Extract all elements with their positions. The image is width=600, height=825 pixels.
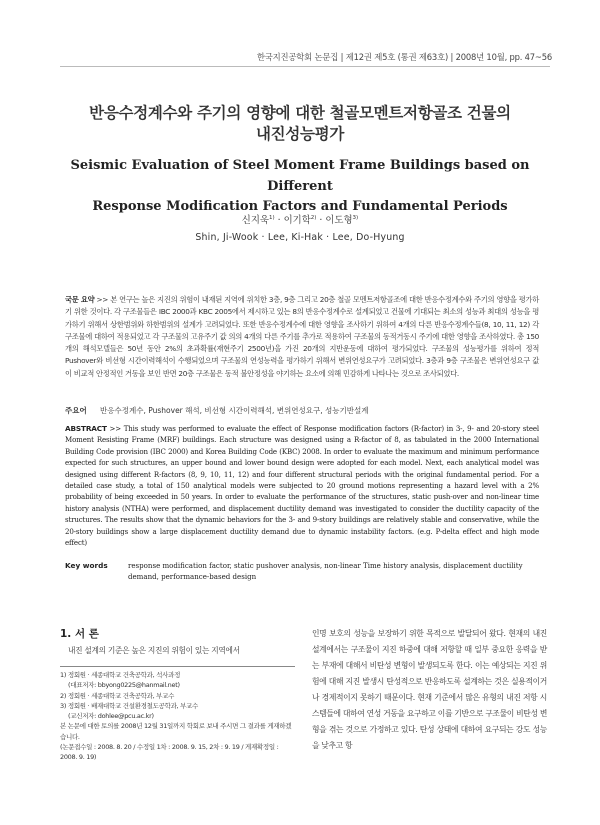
korean-keywords-label: 주요어 bbox=[65, 406, 87, 415]
korean-title bbox=[40, 103, 560, 145]
footnote: (대표저자: bbyong0225@hanmail.net) bbox=[68, 681, 180, 690]
author-3-mark: 3) bbox=[352, 214, 359, 221]
korean-keywords-text: 반응수정계수, Pushover 해석, 비선형 시간이력해석, 변위연성요구, 성능기반설계 bbox=[100, 406, 369, 415]
korean-authors bbox=[0, 212, 600, 226]
korean-title-line-1: 반응수정계수와 주기의 영향에 대한 철골모멘트저항골조 건물의 bbox=[89, 104, 511, 122]
header-rule bbox=[60, 66, 550, 67]
english-title-line-1: Seismic Evaluation of Steel Moment Frame Buildings based on Different bbox=[70, 158, 530, 194]
footnote: 1) 정회원 · 세종대학교 건축공학과, 석사과정 bbox=[60, 671, 181, 679]
author-1: 신지욱 bbox=[241, 215, 269, 226]
english-abstract-label: ABSTRACT bbox=[65, 424, 107, 433]
journal-header: 한국지진공학회 논문집 | 제12권 제5호 (통권 제63호) | 2008년 10월, pp. 47~56 bbox=[256, 52, 552, 62]
korean-abstract-text: >> 본 연구는 높은 지진의 위험이 내재된 지역에 위치한 3층, 9층 그리고 20층 철골 모멘트저항골조에 대한 반응수정계수와 주기의 영향을 평가하기 위한 것이다. 각 구조물들은 IBC 2000과 KBC 2005에서 제시하고 있는 8의 반응수정계수로 설계되었고 건물에 기대되는 최소의 성능과 최대의 성능을 평가하기 위해서 상한범위와 하한범위의 설계가 고려되었다. 또한 반응수정계수에 대한 영향을 조사하기 위하여 4개의 다른 반응수정계수들(8, 10, 11, 12) 각 구조물에 대하여 적용되었고 각 구조물의 고유주기 값 의의 4개의 다른 주기를 추가로 적용하여 구조물의 동적거동시 주기에 대한 영향을 조사하였다. 총 150개의 해석모델들은 50년 동안 2%의 초과확률(재현주기 2500년)을 가진 20개의 지반운동에 대하여 평가되었다. 구조물의 성능평가를 위하여 정적 Pushover와 비선형 시간이력해석이 수행되었으며 구조물의 연성능력을 평가하기 위해서 변위연성요구가 고려되었다. 3층과 9층 구조물은 변위연성요구 값이 비교적 안정적인 거동을 보인 반면 20층 구조물은 동적 불안정성을 야기하는 요소에 의해 민감하게 나타나는 것으로 조사되었다. bbox=[65, 295, 539, 378]
english-abstract bbox=[65, 423, 539, 548]
english-abstract-text: >> This study was performed to evaluate the effect of Response modification factors (R-factor) in 3-, 9- and 20-story steel Moment Resisting Frame (MRF) buildings. Each structure was designed using a R-factor of 8, as tabulated in the 2000 International Building Code provision (IBC 2000) and Korea Building Code (KBC) 2008. In order to evaluate the maximum and minimum performance expected for such structures, an upper bound and lower bound design were adopted for each model. Next, each analytical model was designed using different R-factors (8, 9, 10, 11, 12) and four different structural periods with the original fundamental period. For a detailed case study, a total of 150 analytical models were subjected to 20 ground motions representing a hazard level with a 2% probability of being exceeded in 50 years. In order to evaluate the performance of the structures, static push-over and non-linear time history analysis (NTHA) were performed, and displacement ductility demand was investigated to consider the ductility capacity of the structures. The results show that the dynamic behaviors for the 3- and 9-story buildings are relatively stable and conservative, while the 20-story buildings show a large displacement ductility demand due to dynamic instability factors. (e.g. P-delta effect and high mode effect) bbox=[65, 424, 539, 548]
footnote: 본 논문에 대한 토의를 2008년 12월 31일까지 학회로 보내 주시면 그 결과를 게재하겠습니다. bbox=[60, 722, 292, 741]
author-2: 이기학 bbox=[283, 215, 311, 226]
author-1-mark: 1) bbox=[268, 214, 275, 221]
english-title-line-2: Response Modification Factors and Fundamental Periods bbox=[92, 199, 508, 214]
english-authors: Shin, Ji-Wook · Lee, Ki-Hak · Lee, Do-Hyung bbox=[195, 232, 405, 243]
author-separator: · bbox=[274, 215, 284, 226]
intro-left-text: 내진 설계의 기준은 높은 지진의 위험이 있는 지역에서 bbox=[68, 646, 240, 655]
english-keywords-label: Key words bbox=[65, 561, 108, 570]
footnote-rule bbox=[60, 666, 295, 667]
korean-keywords bbox=[65, 405, 539, 416]
author-2-mark: 2) bbox=[310, 214, 317, 221]
footnote: 2) 정회원 · 세종대학교 건축공학과, 부교수 bbox=[60, 691, 175, 700]
english-title bbox=[40, 156, 560, 218]
footnotes bbox=[60, 670, 295, 763]
footnote: (논문접수일 : 2008. 8. 20 / 수정일 1차 : 2008. 9. 15, 2차 : 9. 19 / 게재확정일 : 2008. 9. 19) bbox=[60, 743, 279, 762]
english-keywords bbox=[65, 560, 539, 583]
footnote: 3) 정회원 · 배재대학교 건설환경철도공학과, 부교수 bbox=[60, 701, 199, 710]
author-3: 이도형 bbox=[325, 215, 353, 226]
footnote: (교신저자: dohlee@pcu.ac.kr) bbox=[68, 712, 154, 721]
right-column-text: 인명 보호의 성능을 보장하기 위한 목적으로 발달되어 왔다. 현재의 내진 설계에서는 구조물이 지진 하중에 대해 저항할 때 일부 중요한 응력을 받는 부재에 대해서 비탄성 변형이 발생되도록 한다. 이는 예상되는 지진 위험에 대해 지진 발생시 탄성적으로 반응하도록 설계하는 것은 실용적이거나 경제적이지 못하기 때문이다. 현재 기준에서 많은 유형의 내진 저항 시스템들에 대하여 연성 거동을 요구하고 이를 기반으로 구조물이 비탄성 변형을 겪는 것으로 가정하고 있다. 탄성 상태에 대하여 요구되는 강도 성능을 낮추고 항 bbox=[312, 629, 547, 750]
author-separator: · bbox=[316, 215, 326, 226]
section-heading: 1. 서 론 bbox=[60, 628, 99, 640]
korean-abstract bbox=[65, 294, 539, 380]
korean-abstract-label: 국문 요약 bbox=[65, 295, 95, 304]
english-keywords-text: response modification factor, static pushover analysis, non-linear Time history analysis, displacement ductility demand, performance-based design bbox=[128, 561, 523, 582]
korean-title-line-2: 내진성능평가 bbox=[255, 125, 345, 143]
